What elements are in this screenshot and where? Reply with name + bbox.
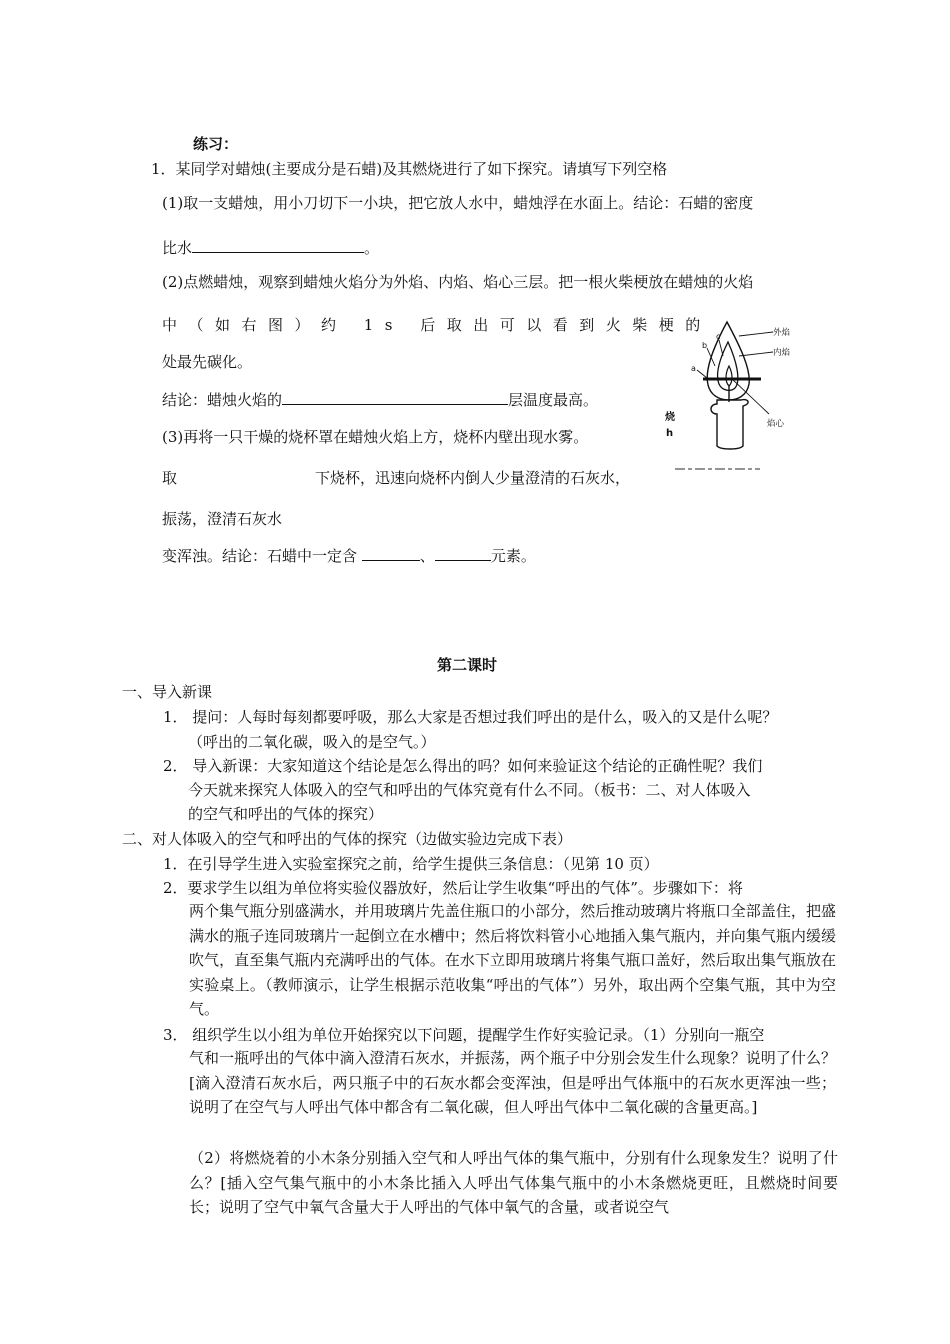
outer-flame-shape — [707, 322, 749, 400]
candle-flame-figure — [665, 318, 790, 478]
question-1-part2-line3: 处最先碳化。 — [162, 353, 253, 371]
density-answer-blank[interactable] — [192, 238, 364, 253]
section-2-heading: 二、对人体吸入的空气和呼出的气体的探究（边做实验边完成下表） — [122, 830, 573, 848]
density-suffix: 。 — [364, 239, 380, 257]
leader-outer — [739, 332, 773, 336]
element-2-answer-blank[interactable] — [435, 546, 491, 561]
question-1-part3-line3: 振荡，澄清石灰水 — [162, 510, 283, 528]
label-a: a — [691, 364, 696, 373]
label-c: c — [716, 332, 721, 341]
leader-c — [719, 340, 723, 356]
question-1-part1-line1: (1)取一支蜡烛，用小刀切下一小块，把它放人水中，蜡烛浮在水面上。结论：石蜡的密度 — [162, 194, 754, 212]
label-outer-flame: 外焰 — [773, 328, 790, 338]
question-1-part3-line4 — [162, 546, 536, 566]
question-1-part2-line2 — [162, 315, 712, 335]
density-prefix: 比水 — [162, 239, 193, 257]
section-2-item-3: 3． 组织学生以小组为单位开始探究以下问题，提醒学生作好实验记录。（1）分别向一瓶空 — [163, 1026, 765, 1044]
flame-core-shape — [726, 366, 732, 386]
question-1-part3-line2 — [162, 468, 630, 488]
question-1-part1-line2 — [162, 238, 379, 258]
section-1-item-1-cont: （呼出的二氧化碳，吸入的是空气。） — [188, 733, 436, 751]
section-1-item-1: 1． 提问：人每时每刻都要呼吸，那么大家是否想过我们呼出的是什么，吸入的又是什么呢？ — [163, 708, 778, 726]
section-2-item-1: 1．在引导学生进入实验室探究之前，给学生提供三条信息：（见第 10 页） — [163, 855, 659, 873]
question-1-part3-line1: (3)再将一只干燥的烧杯罩在蜡烛火焰上方，烧杯内壁出现水雾。 — [162, 428, 589, 446]
candle-body-shape — [711, 400, 748, 449]
section-1-item-2-cont: 今天就来探究人体吸入的空气和呼出的气体究竟有什么不同。（板书：二、对人体吸入 — [188, 781, 751, 799]
section-2-item-2: 2．要求学生以组为单位将实验仪器放好，然后让学生收集“呼出的气体”。步骤如下：将 — [163, 879, 743, 897]
question-1-part2-line1: (2)点燃蜡烛，观察到蜡烛火焰分为外焰、内焰、焰心三层。把一根火柴梗放在蜡烛的火焰 — [162, 273, 754, 291]
element-1-answer-blank[interactable] — [362, 546, 420, 561]
elements-separator: 、 — [419, 547, 435, 565]
elements-prefix: 变浑浊。结论：石蜡中一定含 — [162, 547, 358, 565]
elements-suffix: 元素。 — [490, 547, 536, 565]
figure-side-char-1: 烧 — [665, 412, 675, 423]
section-1-heading: 一、导入新课 — [122, 683, 213, 701]
leader-a — [697, 370, 707, 378]
section-2-item-2-body: 两个集气瓶分别盛满水，并用玻璃片先盖住瓶口的小部分，然后推动玻璃片将瓶口全部盖住，把盛满水的瓶子连同玻璃片一起倒立在水槽中；然后将饮料管小心地插入集气瓶内，并向集气瓶内缓缓吹气，直至集气瓶内充满呼出的气体。在水下立即用玻璃片将集气瓶口盖好，然后取出集气瓶放在实验桌上。（教师演示，让学生根据示范收集“呼出的气体”）另外，取出两个空集气瓶，其中为空气。 — [189, 902, 836, 1018]
leader-inner — [739, 352, 773, 356]
flame-layer-answer-blank[interactable] — [282, 390, 508, 405]
section-2-item-3-body: 气和一瓶呼出的气体中滴入澄清石灰水，并振荡，两个瓶子中分别会发生什么现象？说明了什么？[滴入澄清石灰水后，两只瓶子中的石灰水都会变浑浊，但是呼出气体瓶中的石灰水更浑浊一些；说明了在空气与人呼出气体中都含有二氧化碳，但人呼出气体中二氧化碳的含量更高。] — [189, 1049, 836, 1116]
section-2-item-3-part2: （2）将燃烧着的小木条分别插入空气和人呼出气体的集气瓶中，分别有什么现象发生？说明了什么？[插入空气集气瓶中的小木条比插入人呼出气体集气瓶中的小木条燃烧更旺，且燃烧时间要长；说明了空气中氧气含量大于人呼出的气体中氧气的含量，或者说空气 — [189, 1149, 838, 1216]
part2-line2-text: 中（如右图）约 1s 后取出可以看到火柴梗的 — [162, 316, 712, 334]
section-1-item-2-cont2: 的空气和呼出的气体的探究） — [188, 805, 384, 823]
question-1-intro: 1．某同学对蜡烛(主要成分是石蜡)及其燃烧进行了如下探究。请填写下列空格 — [151, 160, 668, 178]
question-1-conclusion-flame — [162, 390, 598, 410]
part3-line2-prefix: 取 — [162, 469, 178, 487]
practice-heading: 练习： — [193, 135, 239, 153]
inner-flame-shape — [718, 342, 738, 390]
figure-side-char-2: h — [666, 428, 674, 439]
flame-conclusion-suffix: 层温度最高。 — [508, 391, 599, 409]
lesson-2-title: 第二课时 — [437, 656, 498, 674]
label-flame-core: 焰心 — [767, 419, 785, 429]
section-1-item-2: 2． 导入新课：大家知道这个结论是怎么得出的吗？如何来验证这个结论的正确性呢？我们 — [163, 757, 763, 775]
label-b: b — [702, 341, 708, 350]
part3-line2-text: 下烧杯，迅速向烧杯内倒人少量澄清的石灰水， — [315, 469, 631, 487]
flame-conclusion-prefix: 结论：蜡烛火焰的 — [162, 391, 283, 409]
label-inner-flame: 内焰 — [773, 348, 790, 358]
